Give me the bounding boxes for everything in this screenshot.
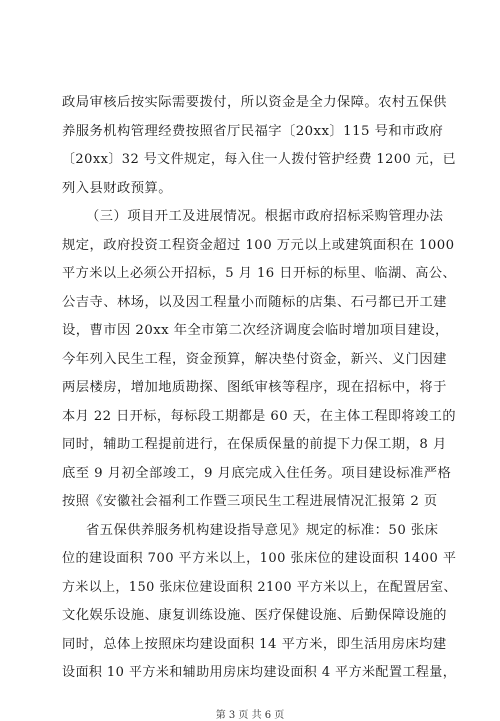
text-line: 规定，政府投资工程资金超过 100 万元以上或建筑面积在 1000 (62, 237, 455, 253)
text-line: 位的建设面积 700 平方米以上，100 张床位的建设面积 1400 平 (62, 551, 457, 566)
text-line: 平方米以上必须公开招标，5 月 16 日开标的标里、临湖、高公、 (62, 266, 457, 281)
text-line: 养服务机构管理经费按照省厅民福字〔20xx〕115 号和市政府 (62, 123, 444, 139)
text-line: 列入县财政预算。 (62, 180, 172, 196)
text-line: （三）项目开工及进展情况。根据市政府招标采购管理办法 (86, 209, 444, 224)
text-line: 同时，辅助工程提前进行，在保质保量的前提下力保工期，8 月 (62, 437, 447, 452)
text-line: 〔20xx〕32 号文件规定，每入住一人拨付管护经费 1200 元，已 (62, 152, 457, 167)
text-line: 设面积 10 平方米和辅助用房床均建设面积 4 平方米配置工程量， (62, 665, 457, 680)
text-line: 政局审核后按实际需要拨付，所以资金是全力保障。农村五保供 (62, 95, 447, 110)
text-line: 底至 9 月初全部竣工，9 月底完成入住任务。项目建设标准严格 (62, 465, 452, 481)
text-line: 同时，总体上按照床均建设面积 14 平方米，即生活用房床均建 (62, 636, 447, 652)
text-line: 方米以上，150 张床位建设面积 2100 平方米以上，在配置居室、 (62, 579, 457, 595)
text-line: 文化娱乐设施、康复训练设施、医疗保健设施、后勤保障设施的 (62, 608, 447, 623)
text-line: 两层楼房，增加地质勘探、图纸审核等程序，现在招标中，将于 (62, 380, 447, 395)
text-line: 设，曹市因 20xx 年全市第二次经济调度会临时增加项目建设， (62, 323, 449, 338)
text-line: 按照《安徽社会福利工作暨三项民生工程进展情况汇报第 2 页 (62, 494, 438, 509)
text-line: 公吉寺、林场，以及因工程量小而随标的店集、石弓都已开工建 (62, 294, 447, 310)
text-line: 今年列入民生工程，资金预算，解决垫付资金，新兴、义门因建 (62, 351, 447, 367)
page-footer: 第 3 页 共 6 页 (215, 709, 285, 721)
text-line: 本月 22 日开标，每标段工期都是 60 天，在主体工程即将竣工的 (62, 408, 456, 424)
text-line: 省五保供养服务机构建设指导意见》规定的标准：50 张床 (86, 522, 439, 538)
